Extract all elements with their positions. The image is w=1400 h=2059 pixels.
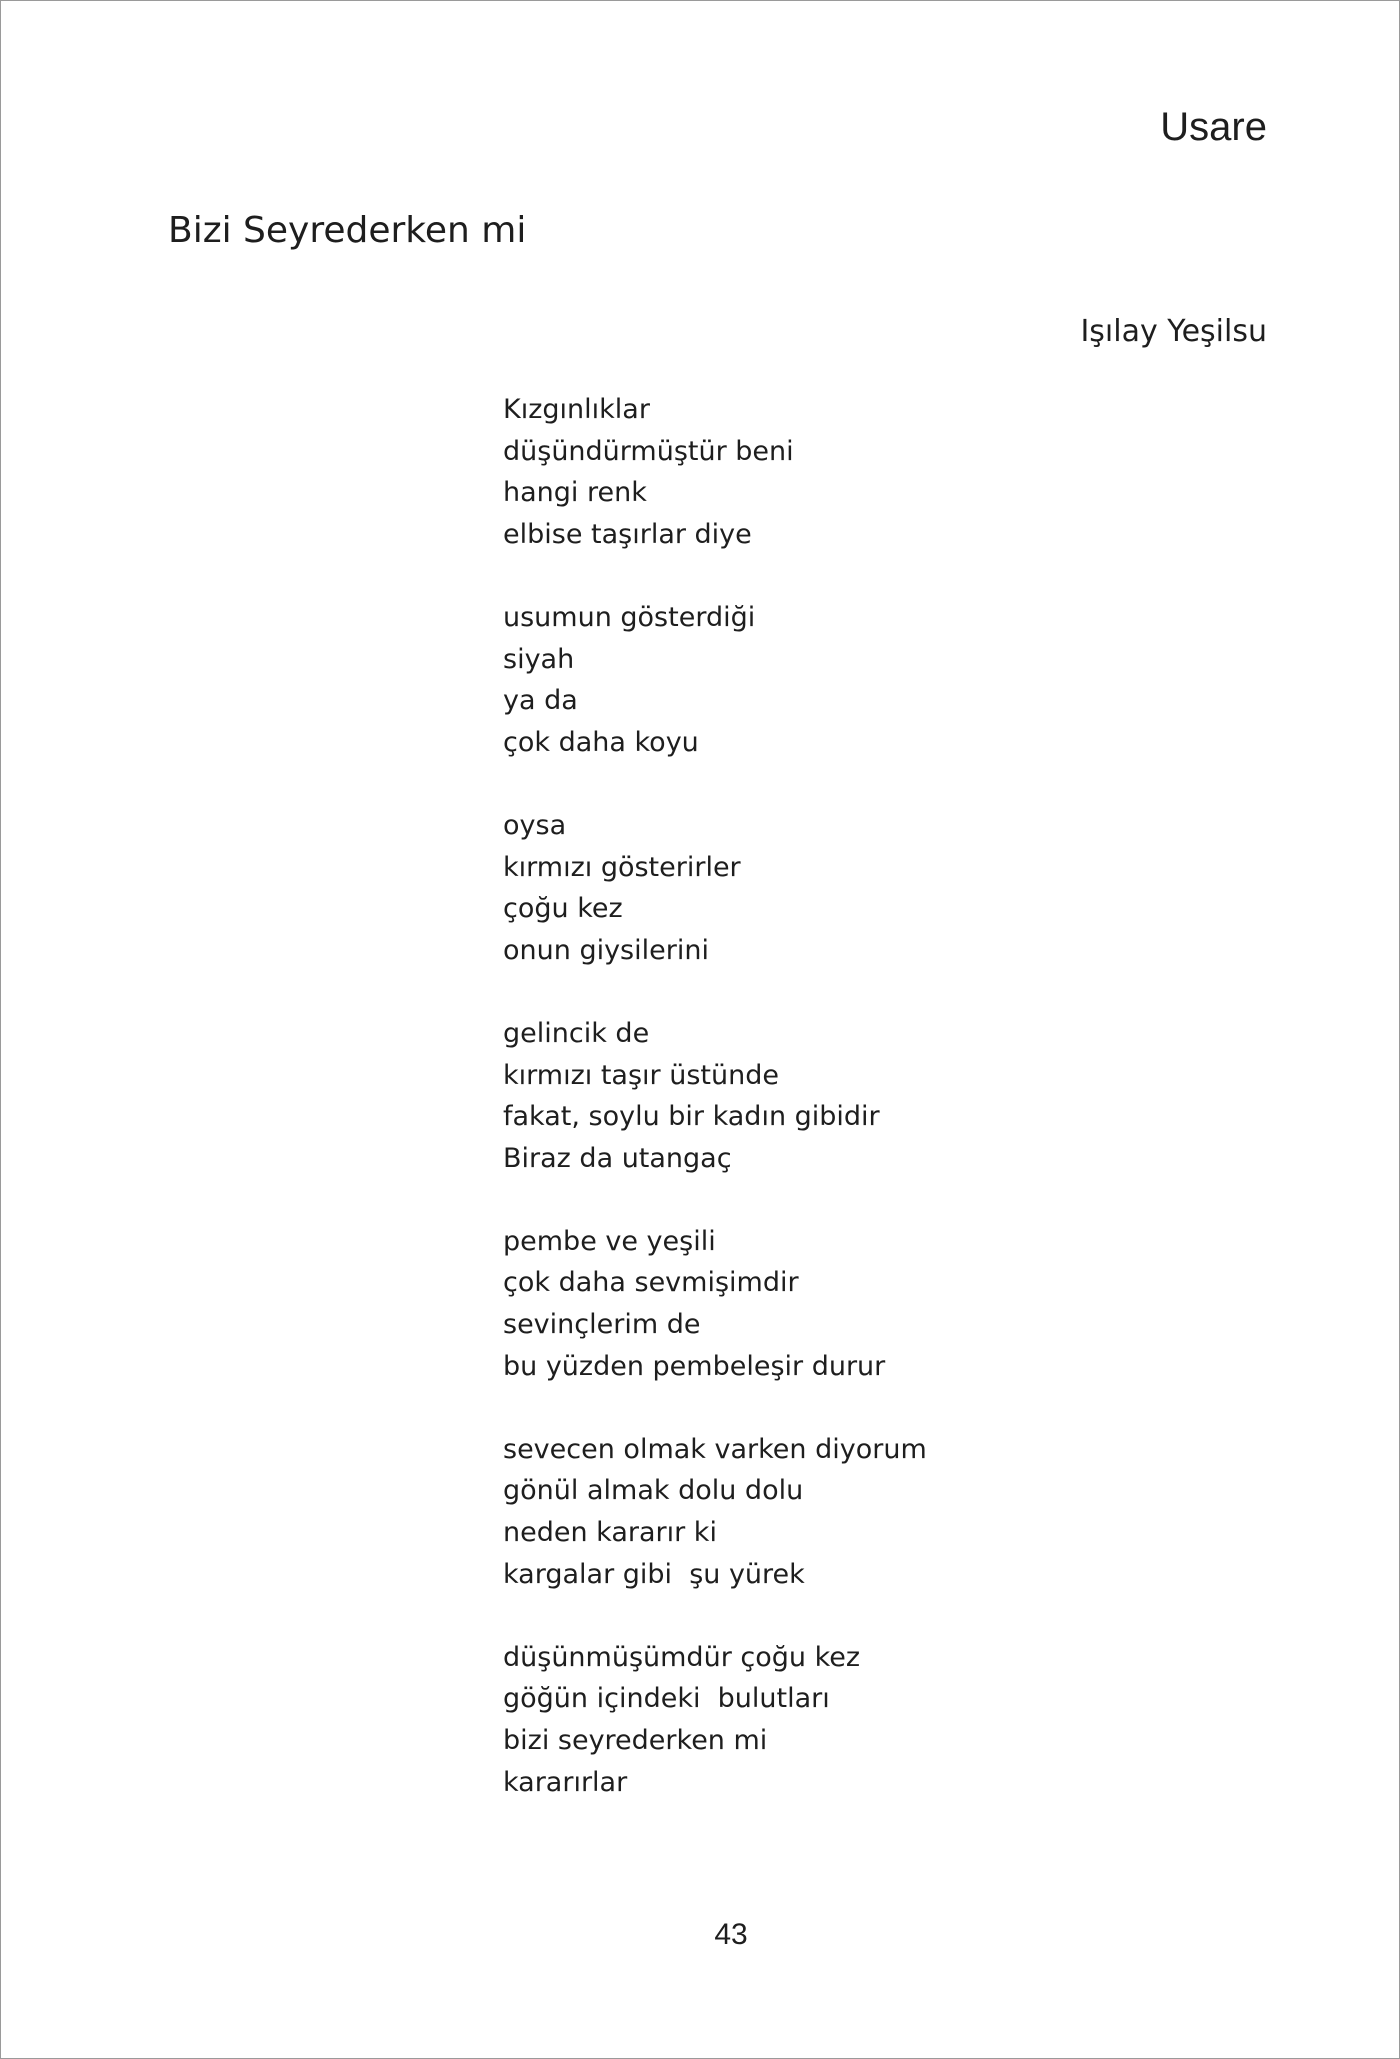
poem-line: kırmızı taşır üstünde <box>503 1059 779 1091</box>
journal-name: Usare <box>1160 105 1267 149</box>
poem-line: bizi seyrederken mi <box>503 1725 768 1756</box>
poem-line: Kızgınlıklar <box>503 394 650 425</box>
poem-line: usumun gösterdiği <box>503 601 756 633</box>
poem-line: çok daha koyu <box>503 726 699 758</box>
page-number: 43 <box>714 1918 748 1951</box>
poet-name: Işılay Yeşilsu <box>1080 314 1267 349</box>
poem-line: siyah <box>503 643 575 675</box>
stanza <box>503 1221 1203 1387</box>
poem-line: kararırlar <box>503 1766 628 1798</box>
poem-line: onun giysilerini <box>503 934 709 966</box>
stanza <box>503 1429 1203 1595</box>
poem-line: fakat, soylu bir kadın gibidir <box>503 1101 880 1133</box>
poem-line: çok daha sevmişimdir <box>503 1267 799 1299</box>
poem-line: hangi renk <box>503 477 647 509</box>
poem-line: ya da <box>503 685 578 717</box>
poem-line: gönül almak dolu dolu <box>503 1475 804 1507</box>
poem-line: pembe ve yeşili <box>503 1225 716 1257</box>
poem-line: sevinçlerim de <box>503 1309 701 1341</box>
poem-line: Biraz da utangaç <box>503 1142 732 1174</box>
stanza <box>503 1637 1203 1803</box>
poem-line: sevecen olmak varken diyorum <box>503 1433 927 1465</box>
poem-body <box>503 389 1203 1845</box>
poem-line: kargalar gibi şu yürek <box>503 1558 805 1590</box>
stanza <box>503 389 1203 555</box>
poem-line: çoğu kez <box>503 893 623 925</box>
poem-line: kırmızı gösterirler <box>503 851 741 883</box>
poem-line: neden kararır ki <box>503 1517 717 1549</box>
poem-line: göğün içindeki bulutları <box>503 1683 830 1715</box>
poem-line: oysa <box>503 809 567 841</box>
stanza <box>503 597 1203 763</box>
poem-line: düşünmüşümdür çoğu kez <box>503 1641 861 1673</box>
stanza <box>503 805 1203 971</box>
poem-title: Bizi Seyrederken mi <box>168 210 527 251</box>
stanza <box>503 1013 1203 1179</box>
poem-line: düşündürmüştür beni <box>503 435 794 467</box>
poem-line: gelincik de <box>503 1017 650 1049</box>
poem-line: bu yüzden pembeleşir durur <box>503 1350 886 1382</box>
poem-line: elbise taşırlar diye <box>503 518 752 550</box>
